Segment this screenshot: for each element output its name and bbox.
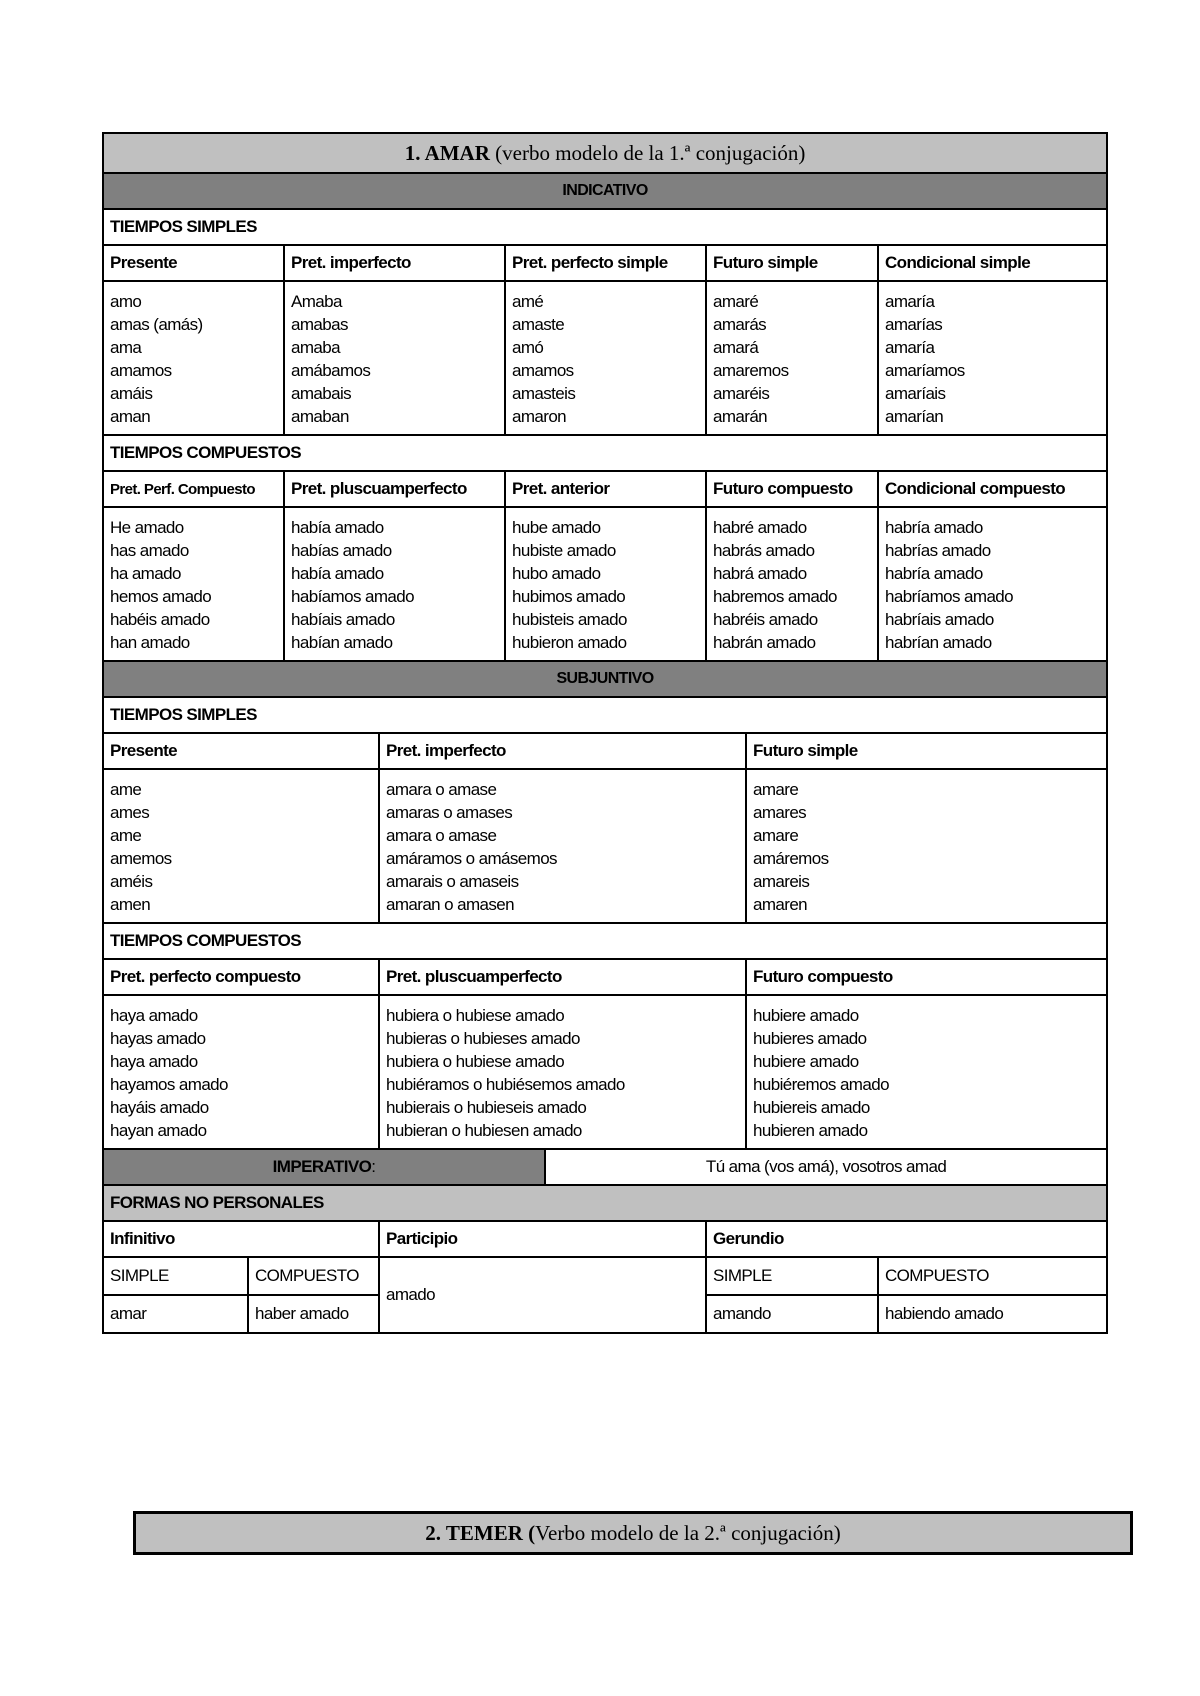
tense-header: Pret. imperfecto	[379, 733, 746, 769]
verb-form: había amado	[291, 518, 384, 537]
verb-form: hubiereis amado	[753, 1098, 870, 1117]
tense-forms	[103, 281, 284, 435]
verb-form: hubisteis amado	[512, 610, 627, 629]
tense-forms	[706, 281, 878, 435]
verb-form: habrías amado	[885, 541, 991, 560]
tense-forms	[284, 281, 505, 435]
tense-forms	[746, 995, 1107, 1149]
verb-form: amo	[110, 292, 142, 311]
verb-form: amare	[753, 826, 799, 845]
verb-form: amareis	[753, 872, 810, 891]
tense-forms	[284, 507, 505, 661]
verb-form: ama	[110, 338, 142, 357]
verb-form: hayáis amado	[110, 1098, 209, 1117]
tense-header: Futuro compuesto	[746, 959, 1107, 995]
temer-conjugation-table	[133, 1511, 1133, 1555]
tense-forms	[379, 995, 746, 1149]
tense-forms	[706, 507, 878, 661]
verb-form: amaríamos	[885, 361, 965, 380]
verb-form: haya amado	[110, 1006, 198, 1025]
imperativo-colon: :	[371, 1157, 376, 1176]
tense-header: Futuro compuesto	[706, 471, 878, 507]
verb-form: habían amado	[291, 633, 393, 652]
infinitivo-simple-label: SIMPLE	[103, 1257, 248, 1295]
verb-form: amaron	[512, 407, 567, 426]
verb-form: habíamos amado	[291, 587, 414, 606]
verb-form: habías amado	[291, 541, 392, 560]
verb-form: amas (amás)	[110, 315, 203, 334]
verb-form: amaremos	[713, 361, 789, 380]
verb-form: ames	[110, 803, 150, 822]
tense-forms	[505, 281, 706, 435]
gerundio-simple-form: amando	[706, 1295, 878, 1333]
verb-form: Amaba	[291, 292, 342, 311]
verb-form: amaríais	[885, 384, 946, 403]
verb-form: amara o amase	[386, 780, 497, 799]
gerundio-compuesto-label: COMPUESTO	[878, 1257, 1107, 1295]
verb-form: hubiere amado	[753, 1052, 859, 1071]
tense-header: Pret. anterior	[505, 471, 706, 507]
verb-form: amaba	[291, 338, 340, 357]
verb-form: amaré	[713, 292, 759, 311]
verb-form: amáramos o amásemos	[386, 849, 557, 868]
verb-form: amé	[512, 292, 544, 311]
gerundio-header: Gerundio	[706, 1221, 1107, 1257]
verb-form: amamos	[110, 361, 172, 380]
verb-form: amaras o amases	[386, 803, 513, 822]
verb-form: habrá amado	[713, 564, 807, 583]
verb-form: amaría	[885, 338, 935, 357]
tense-header: Pret. Perf. Compuesto	[103, 471, 284, 507]
verb-form: hubiéramos o hubiésemos amado	[386, 1075, 625, 1094]
verb-form: amabas	[291, 315, 348, 334]
verb-form: améis	[110, 872, 153, 891]
verb-form: aman	[110, 407, 151, 426]
verb-form: han amado	[110, 633, 190, 652]
verb-form: amaréis	[713, 384, 770, 403]
infinitivo-simple-form: amar	[103, 1295, 248, 1333]
verb-title-name: 2. TEMER (	[425, 1520, 536, 1545]
tense-header: Futuro simple	[706, 245, 878, 281]
verb-form: amaste	[512, 315, 565, 334]
verb-form: amó	[512, 338, 544, 357]
verb-form: hubieron amado	[512, 633, 627, 652]
verb-form: amamos	[512, 361, 574, 380]
verb-form: hubieran o hubiesen amado	[386, 1121, 582, 1140]
verb-form: He amado	[110, 518, 184, 537]
participio-form: amado	[379, 1257, 706, 1333]
verb-form: habrían amado	[885, 633, 992, 652]
tense-header: Condicional simple	[878, 245, 1107, 281]
verb-form: hayan amado	[110, 1121, 207, 1140]
verb-form: haya amado	[110, 1052, 198, 1071]
verb-form: hubiera o hubiese amado	[386, 1006, 565, 1025]
verb-form: ha amado	[110, 564, 181, 583]
tense-header: Pret. perfecto compuesto	[103, 959, 379, 995]
verb-form: hubimos amado	[512, 587, 626, 606]
verb-form: habrán amado	[713, 633, 816, 652]
tense-forms	[379, 769, 746, 923]
amar-conjugation-table	[102, 132, 1108, 1334]
group-tiempos-simples: TIEMPOS SIMPLES	[103, 209, 1107, 245]
infinitivo-compuesto-form: haber amado	[248, 1295, 379, 1333]
tense-forms	[103, 769, 379, 923]
verb-form: habréis amado	[713, 610, 818, 629]
verb-form: habéis amado	[110, 610, 210, 629]
tense-header: Pret. pluscuamperfecto	[379, 959, 746, 995]
tense-header: Condicional compuesto	[878, 471, 1107, 507]
verb-form: habría amado	[885, 518, 983, 537]
verb-form: hubiéremos amado	[753, 1075, 889, 1094]
verb-form: amen	[110, 895, 151, 914]
verb-form: hubieren amado	[753, 1121, 868, 1140]
verb-form: amábamos	[291, 361, 371, 380]
verb-form: amaren	[753, 895, 808, 914]
verb-form: amare	[753, 780, 799, 799]
group-tiempos-compuestos: TIEMPOS COMPUESTOS	[103, 435, 1107, 471]
verb-form: habría amado	[885, 564, 983, 583]
verb-title-name: 1. AMAR	[404, 140, 490, 165]
verb-form: hubo amado	[512, 564, 601, 583]
verb-form: amaría	[885, 292, 935, 311]
tense-header: Presente	[103, 245, 284, 281]
verb-form: amáremos	[753, 849, 829, 868]
tense-forms	[878, 507, 1107, 661]
group-tiempos-compuestos: TIEMPOS COMPUESTOS	[103, 923, 1107, 959]
verb-form: amarais o amaseis	[386, 872, 519, 891]
verb-form: ame	[110, 826, 142, 845]
verb-form: hubiere amado	[753, 1006, 859, 1025]
verb-form: amará	[713, 338, 759, 357]
tense-header: Pret. perfecto simple	[505, 245, 706, 281]
verb-title	[103, 133, 1107, 173]
tense-header: Presente	[103, 733, 379, 769]
gerundio-simple-label: SIMPLE	[706, 1257, 878, 1295]
tense-header: Pret. pluscuamperfecto	[284, 471, 505, 507]
verb-form: amarás	[713, 315, 767, 334]
tense-forms	[746, 769, 1107, 923]
verb-form: amarían	[885, 407, 944, 426]
infinitivo-compuesto-label: COMPUESTO	[248, 1257, 379, 1295]
verb-form: amasteis	[512, 384, 576, 403]
verb-form: hayas amado	[110, 1029, 206, 1048]
verb-form: habré amado	[713, 518, 807, 537]
tense-header: Futuro simple	[746, 733, 1107, 769]
tense-forms	[103, 507, 284, 661]
verb-form: hemos amado	[110, 587, 212, 606]
mood-imperativo	[103, 1149, 545, 1185]
verb-form: amemos	[110, 849, 172, 868]
verb-form: has amado	[110, 541, 189, 560]
verb-form: habríais amado	[885, 610, 994, 629]
verb-form: amares	[753, 803, 807, 822]
verb-form: hayamos amado	[110, 1075, 228, 1094]
group-tiempos-simples: TIEMPOS SIMPLES	[103, 697, 1107, 733]
formas-no-personales-header: FORMAS NO PERSONALES	[103, 1185, 1107, 1221]
verb-form: habrás amado	[713, 541, 815, 560]
tense-header: Pret. imperfecto	[284, 245, 505, 281]
verb-form: amaran o amasen	[386, 895, 515, 914]
verb-form: hubiera o hubiese amado	[386, 1052, 565, 1071]
verb-form: amabais	[291, 384, 352, 403]
gerundio-compuesto-form: habiendo amado	[878, 1295, 1107, 1333]
verb-title-description: Verbo modelo de la 2.ª conjugación)	[535, 1520, 841, 1545]
tense-forms	[878, 281, 1107, 435]
tense-forms	[103, 995, 379, 1149]
verb-form: hubieres amado	[753, 1029, 867, 1048]
verb-form: había amado	[291, 564, 384, 583]
participio-header: Participio	[379, 1221, 706, 1257]
verb-form: ame	[110, 780, 142, 799]
verb-form: hube amado	[512, 518, 601, 537]
tense-forms	[505, 507, 706, 661]
verb-form: habremos amado	[713, 587, 837, 606]
verb-form: habríamos amado	[885, 587, 1014, 606]
verb-form: amarán	[713, 407, 768, 426]
verb-form: amara o amase	[386, 826, 497, 845]
verb-form: habíais amado	[291, 610, 395, 629]
verb-form: amaban	[291, 407, 349, 426]
verb-form: hubieras o hubieses amado	[386, 1029, 580, 1048]
infinitivo-header: Infinitivo	[103, 1221, 379, 1257]
verb-form: amáis	[110, 384, 153, 403]
verb-title	[135, 1513, 1132, 1554]
verb-title-description: (verbo modelo de la 1.ª conjugación)	[489, 140, 806, 165]
mood-subjuntivo: SUBJUNTIVO	[103, 661, 1107, 697]
mood-indicativo: INDICATIVO	[103, 173, 1107, 209]
verb-form: amarías	[885, 315, 943, 334]
imperativo-label: IMPERATIVO	[272, 1157, 372, 1176]
verb-form: hubierais o hubieseis amado	[386, 1098, 587, 1117]
imperativo-forms: Tú ama (vos amá), vosotros amad	[545, 1149, 1107, 1185]
verb-form: hubiste amado	[512, 541, 616, 560]
